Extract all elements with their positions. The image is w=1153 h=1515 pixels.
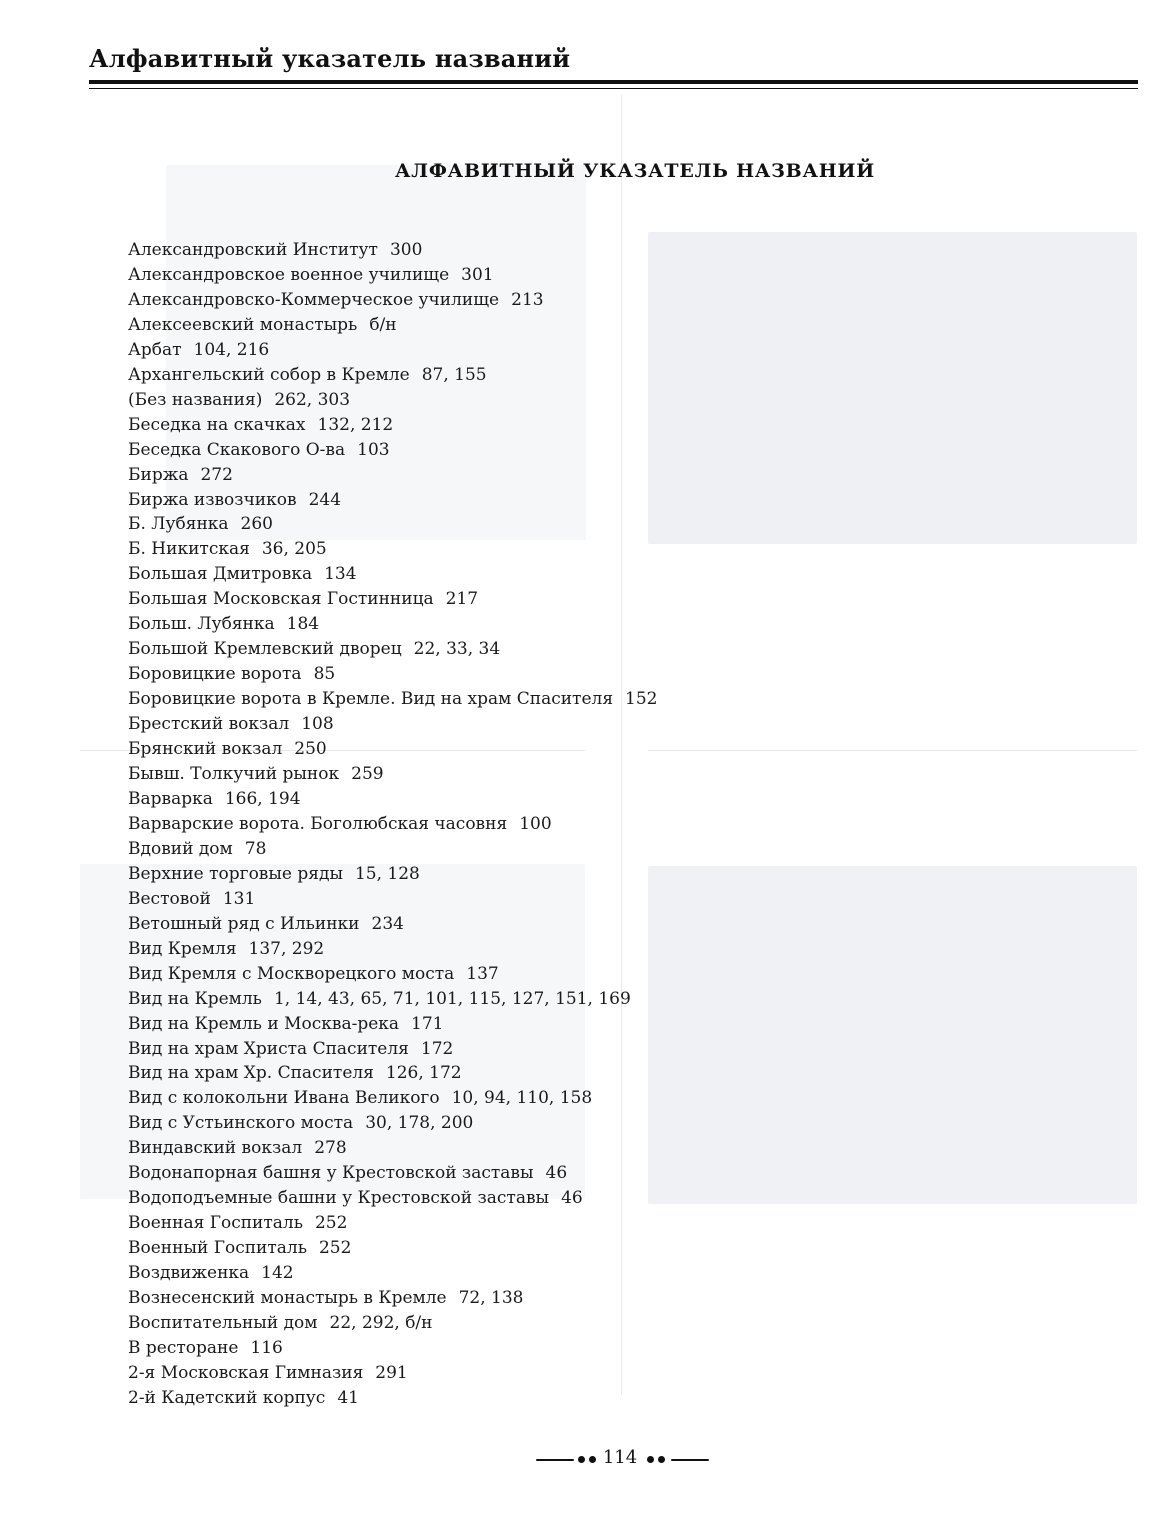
index-entry: [128, 987, 658, 1012]
index-entry: [128, 1086, 658, 1111]
entry-name: Александровский Институт: [128, 240, 378, 260]
entry-name: Вид Кремля: [128, 938, 237, 959]
running-header: Алфавитный указатель названий: [89, 44, 571, 73]
entry-name: Военная Госпиталь: [128, 1213, 303, 1234]
index-entry: [128, 463, 658, 488]
index-entry: [128, 338, 658, 363]
entry-pages: 46: [545, 1163, 568, 1184]
index-list: [128, 238, 658, 1411]
index-entry: [128, 587, 658, 612]
index-entry: [128, 637, 658, 662]
entry-pages: 126, 172: [385, 1063, 462, 1084]
entry-pages: 134: [324, 564, 357, 585]
bleed-through-rule: [648, 750, 1137, 751]
entry-name: Б. Никитская: [128, 539, 250, 560]
entry-pages: 252: [318, 1238, 352, 1259]
index-entry: [128, 787, 658, 812]
entry-pages: 41: [337, 1387, 359, 1408]
entry-name: Верхние торговые ряды: [128, 863, 343, 884]
index-entry: [128, 662, 658, 687]
entry-name: Алексеевский монастырь: [128, 314, 358, 335]
index-entry: [128, 1012, 658, 1037]
index-entry: [128, 712, 658, 737]
header-rule: [89, 80, 1138, 84]
entry-name: Беседка Скакового О-ва: [128, 439, 346, 460]
page-number: 114: [602, 1447, 638, 1468]
bleed-through-panel: [648, 866, 1137, 1204]
entry-pages: 244: [308, 489, 342, 510]
index-entry: [128, 438, 658, 463]
entry-name: Боровицкие ворота: [128, 664, 302, 685]
entry-name: Брянский вокзал: [128, 739, 283, 760]
entry-pages: 301: [461, 264, 494, 285]
index-entry: [128, 887, 658, 912]
entry-pages: 30, 178, 200: [365, 1113, 474, 1134]
entry-name: Варварка: [128, 788, 213, 809]
entry-name: Боровицкие ворота в Кремле. Вид на храм Спасителя: [128, 689, 614, 710]
footer-ornament-dot: [647, 1456, 654, 1463]
footer-ornament-line-left: [536, 1459, 574, 1461]
entry-pages: 172: [420, 1038, 454, 1059]
index-entry: [128, 1061, 658, 1086]
entry-name: Вид на храм Хр. Спасителя: [128, 1063, 374, 1084]
entry-pages: 252: [314, 1213, 348, 1234]
entry-pages: 142: [261, 1263, 294, 1284]
header-rule-thin: [89, 88, 1138, 89]
entry-pages: 22, 33, 34: [413, 639, 501, 660]
entry-name: Вдовий дом: [128, 838, 233, 859]
index-entry: [128, 1211, 658, 1236]
entry-pages: 100: [519, 813, 552, 834]
entry-name: Варварские ворота. Боголюбская часовня: [128, 813, 508, 834]
index-entry: [128, 562, 658, 587]
entry-pages: 132, 212: [317, 414, 394, 435]
entry-pages: 1, 14, 43, 65, 71, 101, 115, 127, 151, 169: [273, 988, 631, 1009]
entry-pages: 10, 94, 110, 158: [451, 1088, 593, 1109]
index-entry: [128, 937, 658, 962]
index-entry: [128, 288, 658, 313]
entry-name: Больш. Лубянка: [128, 614, 275, 635]
entry-name: Бывш. Толкучий рынок: [128, 764, 340, 785]
section-title: АЛФАВИТНЫЙ УКАЗАТЕЛЬ НАЗВАНИЙ: [394, 160, 876, 182]
index-entry: [128, 1336, 658, 1361]
index-entry: [128, 1111, 658, 1136]
entry-pages: 171: [411, 1013, 444, 1034]
index-entry: [128, 1136, 658, 1161]
index-entry: [128, 1386, 658, 1411]
entry-name: Водоподъемные башни у Крестовской заставы: [128, 1188, 550, 1209]
index-entry: [128, 837, 658, 862]
entry-name: Большая Дмитровка: [128, 564, 313, 585]
entry-pages: 103: [357, 439, 390, 460]
footer-ornament-dot: [578, 1456, 585, 1463]
entry-pages: 300: [389, 240, 423, 260]
entry-pages: 262, 303: [274, 389, 351, 410]
entry-name: Арбат: [128, 339, 182, 360]
index-entry: [128, 1286, 658, 1311]
entry-name: Водонапорная башня у Крестовской заставы: [128, 1163, 534, 1184]
entry-pages: б/н: [369, 314, 397, 335]
index-entry: [128, 1361, 658, 1386]
index-entry: [128, 612, 658, 637]
entry-pages: 36, 205: [261, 539, 327, 560]
index-entry: [128, 762, 658, 787]
entry-pages: 217: [445, 589, 479, 610]
entry-pages: 250: [294, 739, 327, 760]
entry-pages: 131: [222, 888, 256, 909]
entry-pages: 152: [625, 689, 658, 710]
entry-pages: 184: [286, 614, 320, 635]
entry-name: Вид с Устьинского моста: [128, 1113, 354, 1134]
page-footer: [0, 1444, 1153, 1474]
entry-pages: 72, 138: [458, 1288, 524, 1309]
index-entry: [128, 263, 658, 288]
entry-name: Вид Кремля с Москворецкого моста: [128, 963, 455, 984]
index-entry: [128, 512, 658, 537]
entry-name: Б. Лубянка: [128, 514, 229, 535]
index-entry: [128, 1037, 658, 1062]
entry-name: Вознесенский монастырь в Кремле: [128, 1288, 447, 1309]
entry-pages: 116: [250, 1337, 283, 1358]
entry-pages: 22, 292, б/н: [329, 1312, 433, 1333]
index-entry: [128, 413, 658, 438]
entry-pages: 278: [314, 1138, 347, 1159]
entry-name: Воздвиженка: [128, 1263, 250, 1284]
entry-name: Вид на Кремль и Москва-река: [128, 1013, 400, 1034]
entry-pages: 291: [375, 1362, 408, 1383]
index-entry: [128, 363, 658, 388]
entry-name: Архангельский собор в Кремле: [128, 364, 410, 385]
entry-pages: 46: [561, 1188, 583, 1209]
index-entry: [128, 313, 658, 338]
entry-name: Вид на Кремль: [128, 988, 262, 1009]
entry-pages: 104, 216: [193, 339, 270, 360]
entry-name: Виндавский вокзал: [128, 1138, 303, 1159]
index-entry: [128, 1311, 658, 1336]
entry-name: В ресторане: [128, 1337, 239, 1358]
entry-name: Военный Госпиталь: [128, 1238, 307, 1259]
index-entry: [128, 862, 658, 887]
entry-pages: 85: [313, 664, 336, 685]
entry-name: Вестовой: [128, 888, 211, 909]
entry-pages: 78: [244, 838, 267, 859]
entry-name: Большой Кремлевский дворец: [128, 639, 402, 660]
index-entry: [128, 812, 658, 837]
entry-name: (Без названия): [128, 389, 263, 410]
bleed-through-panel: [648, 232, 1137, 544]
index-entry: [128, 1236, 658, 1261]
index-entry: [128, 537, 658, 562]
entry-name: Биржа извозчиков: [128, 489, 297, 510]
entry-pages: 272: [200, 464, 233, 485]
entry-pages: 166, 194: [224, 788, 301, 809]
index-entry: [128, 737, 658, 762]
entry-name: Александровское военное училище: [128, 264, 450, 285]
entry-name: Вид с колокольни Ивана Великого: [128, 1088, 440, 1109]
entry-name: Ветошный ряд с Ильинки: [128, 913, 360, 934]
entry-name: Вид на храм Христа Спасителя: [128, 1038, 409, 1059]
footer-ornament-dot: [658, 1456, 665, 1463]
entry-pages: 260: [240, 514, 273, 535]
entry-pages: 137, 292: [248, 938, 325, 959]
entry-pages: 259: [351, 764, 384, 785]
entry-pages: 137: [466, 963, 499, 984]
entry-pages: 15, 128: [354, 863, 420, 884]
index-entry: [128, 1261, 658, 1286]
entry-name: Воспитательный дом: [128, 1312, 318, 1333]
entry-pages: 213: [511, 289, 544, 310]
entry-name: Биржа: [128, 464, 189, 485]
index-entry: [128, 1161, 658, 1186]
entry-name: 2-й Кадетский корпус: [128, 1387, 326, 1408]
entry-name: Большая Московская Гостинница: [128, 589, 434, 610]
entry-pages: 108: [301, 714, 334, 735]
entry-name: Беседка на скачках: [128, 414, 306, 435]
index-entry: [128, 912, 658, 937]
entry-name: Александровско-Коммерческое училище: [128, 289, 500, 310]
index-entry: [128, 687, 658, 712]
entry-pages: 87, 155: [421, 364, 487, 385]
index-entry: [128, 388, 658, 413]
index-entry: [128, 962, 658, 987]
index-entry: [128, 488, 658, 513]
entry-pages: 234: [371, 913, 404, 934]
index-entry: [128, 238, 658, 263]
entry-name: Брестский вокзал: [128, 714, 290, 735]
footer-ornament-line-right: [671, 1459, 709, 1461]
index-entry: [128, 1186, 658, 1211]
entry-name: 2-я Московская Гимназия: [128, 1362, 364, 1383]
